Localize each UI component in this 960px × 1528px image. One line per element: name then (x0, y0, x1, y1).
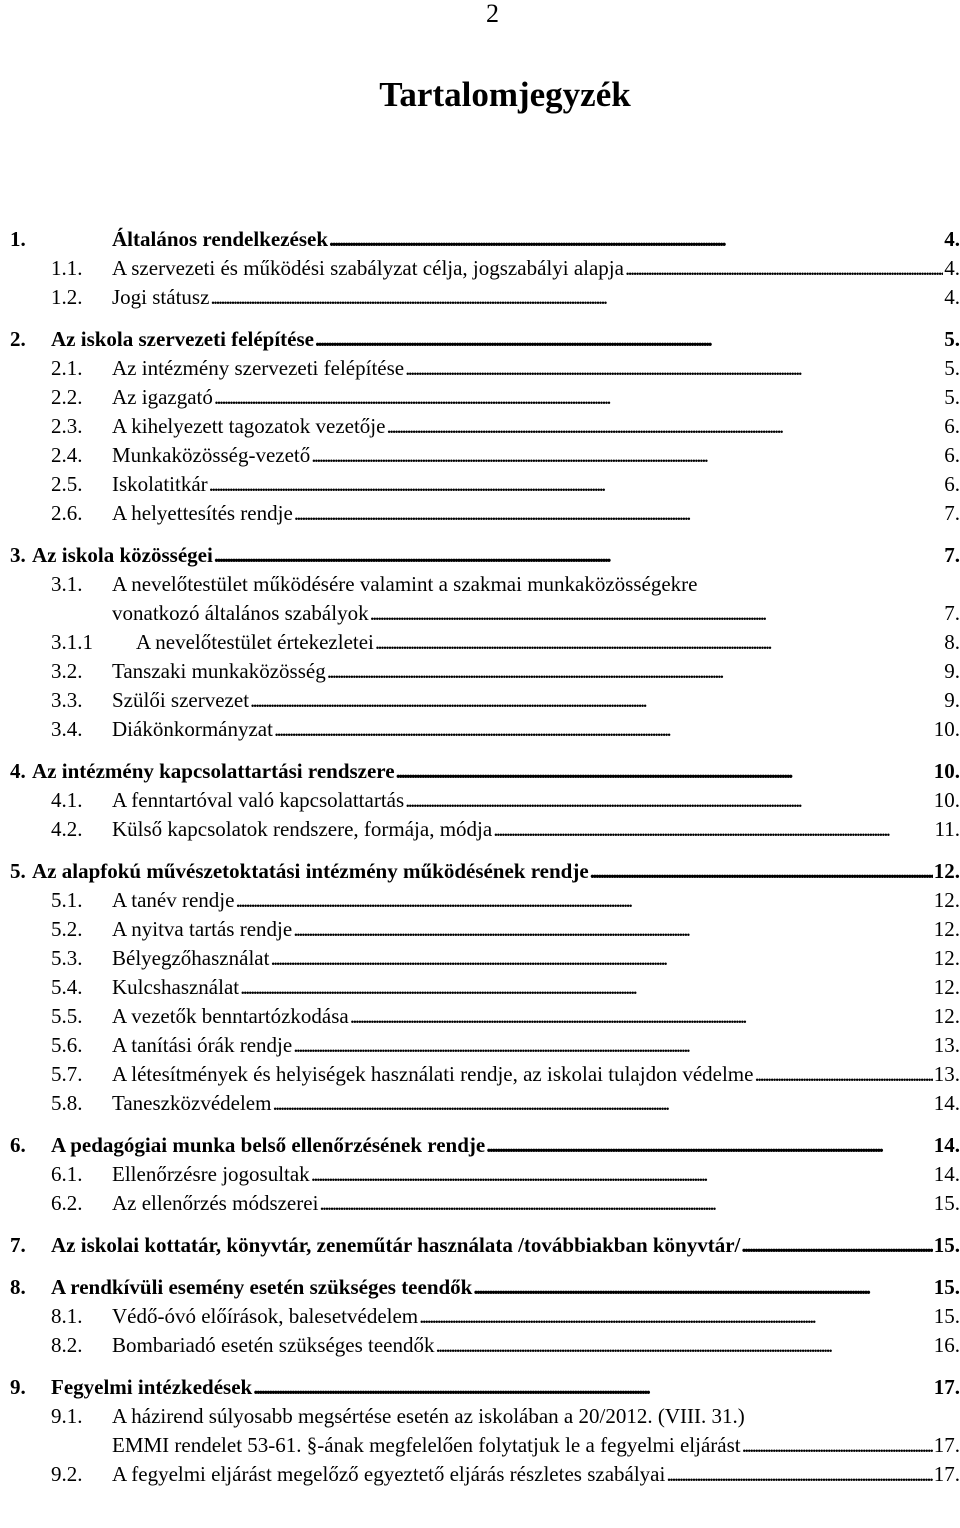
dot-leader (436, 1332, 933, 1358)
toc-entry[interactable] (0, 1274, 960, 1300)
toc-entry-number: 8.2. (51, 1333, 83, 1357)
toc-entry-page: 12. (933, 946, 960, 970)
toc-entry[interactable] (0, 500, 960, 526)
toc-entry[interactable] (0, 658, 960, 684)
toc-entry-number: 3.2. (51, 659, 83, 683)
dot-leader (270, 945, 932, 971)
toc-entry[interactable] (0, 629, 960, 655)
toc-entry-page: 17. (933, 1462, 960, 1486)
dot-leader (741, 1232, 932, 1258)
toc-entry-title: Bombariadó esetén szükséges teendők (112, 1333, 435, 1357)
toc-entry-title: Az intézmény kapcsolattartási rendszere (32, 759, 395, 783)
dot-leader (386, 413, 943, 439)
toc-entry[interactable] (0, 1190, 960, 1216)
toc-entry[interactable] (0, 1061, 960, 1087)
toc-entry[interactable] (0, 1303, 960, 1329)
dot-leader (329, 226, 943, 252)
toc-entry[interactable] (0, 226, 960, 252)
toc-entry-number: 9.1. (51, 1404, 83, 1428)
toc-entry-title: A nevelőtestület működésére valamint a szakmai munkaközösségekre (112, 572, 698, 596)
toc-entry-page: 8. (944, 630, 960, 654)
toc-entry[interactable] (0, 413, 960, 439)
toc-entry-number: 2.3. (51, 414, 83, 438)
toc-entry-number: 7. (10, 1233, 26, 1257)
toc-entry-number: 2.1. (51, 356, 83, 380)
toc-entry-page: 15. (933, 1275, 960, 1299)
toc-entry-page: 4. (944, 227, 960, 251)
toc-entry-page: 17. (933, 1433, 960, 1457)
toc-entry-page: 17. (933, 1375, 960, 1399)
toc-entry-title: A kihelyezett tagozatok vezetője (112, 414, 386, 438)
toc-entry[interactable] (0, 887, 960, 913)
toc-entry-page: 4. (944, 256, 960, 280)
toc-entry-page: 9. (944, 659, 960, 683)
dot-leader (590, 858, 933, 884)
toc-entry-number: 3.3. (51, 688, 83, 712)
toc-entry-page: 5. (944, 327, 960, 351)
toc-entry-number: 4.2. (51, 817, 83, 841)
toc-entry-number: 8.1. (51, 1304, 83, 1328)
dot-leader (315, 326, 943, 352)
toc-entry-page: 14. (933, 1162, 960, 1186)
toc-entry-page: 6. (944, 414, 960, 438)
toc-entry-number: 6.1. (51, 1162, 83, 1186)
toc-entry-number: 6.2. (51, 1191, 83, 1215)
page-number: 2 (486, 0, 499, 28)
toc-entry-title: Külső kapcsolatok rendszere, formája, módja (112, 817, 493, 841)
toc-entry[interactable] (0, 1404, 960, 1458)
toc-entry-page: 11. (934, 817, 960, 841)
toc-entry-page: 12. (933, 917, 960, 941)
toc-entry-number: 5.1. (51, 888, 83, 912)
toc-entry-number: 2.5. (51, 472, 83, 496)
toc-entry-number: 3.4. (51, 717, 83, 741)
toc-entry-page: 12. (933, 975, 960, 999)
toc-entry-title: A szervezeti és működési szabályzat célja, jogszabályi alapja (112, 256, 624, 280)
dot-leader (240, 974, 933, 1000)
toc-entry-page: 4. (944, 285, 960, 309)
toc-entry-number: 3.1. (51, 572, 83, 596)
dot-leader (311, 1161, 933, 1187)
toc-entry[interactable] (0, 945, 960, 971)
toc-entry-title: Védő-óvó előírások, balesetvédelem (112, 1304, 419, 1328)
toc-entry[interactable] (0, 1161, 960, 1187)
toc-entry-number: 5.8. (51, 1091, 83, 1115)
toc-entry-page: 12. (933, 859, 960, 883)
toc-entry-page: 6. (944, 443, 960, 467)
dot-leader (375, 629, 943, 655)
toc-entry[interactable] (0, 787, 960, 813)
toc-entry[interactable] (0, 442, 960, 468)
toc-entry-page: 10. (933, 759, 960, 783)
toc-entry-title: A nevelőtestület értekezletei (136, 630, 374, 654)
dot-leader (214, 542, 943, 568)
toc-entry-page: 16. (933, 1333, 960, 1357)
toc-entry[interactable] (0, 255, 960, 281)
dot-leader (210, 284, 943, 310)
toc-entry-number: 9.2. (51, 1462, 83, 1486)
toc-entry-title: Fegyelmi intézkedések (51, 1375, 253, 1399)
toc-entry-title: Szülői szervezet (112, 688, 250, 712)
toc-entry[interactable] (0, 284, 960, 310)
dot-leader (405, 787, 933, 813)
toc-entry-number: 5.2. (51, 917, 83, 941)
toc-entry-page: 5. (944, 356, 960, 380)
toc-entry-page: 6. (944, 472, 960, 496)
toc-entry-number: 5.6. (51, 1033, 83, 1057)
toc-entry[interactable] (0, 816, 960, 842)
toc-entry-number: 9. (10, 1375, 26, 1399)
toc-entry[interactable] (0, 355, 960, 381)
toc-entry-title: A fegyelmi eljárást megelőző egyeztető eljárás részletes szabályai (112, 1462, 666, 1486)
toc-entry-title: Az iskola szervezeti felépítése (51, 327, 314, 351)
toc-entry[interactable] (0, 542, 960, 568)
toc-entry[interactable] (0, 716, 960, 742)
toc-entry-page: 15. (933, 1191, 960, 1215)
toc-entry-title: Az ellenőrzés módszerei (112, 1191, 319, 1215)
toc-entry[interactable] (0, 1003, 960, 1029)
toc-entry-number: 5.7. (51, 1062, 83, 1086)
dot-leader (235, 887, 932, 913)
toc-entry-title: Taneszközvédelem (112, 1091, 272, 1115)
toc-entry-page: 15. (933, 1304, 960, 1328)
toc-entry-number: 4. (10, 759, 26, 783)
dot-leader (350, 1003, 933, 1029)
dot-leader (319, 1190, 932, 1216)
toc-entry-title: Az alapfokú művészetoktatási intézmény működésének rendje (32, 859, 589, 883)
dot-leader (272, 1090, 932, 1116)
toc-entry-title: A pedagógiai munka belső ellenőrzésének rendje (51, 1133, 486, 1157)
toc-entry-page: 7. (944, 543, 960, 567)
toc-entry[interactable] (0, 1461, 960, 1487)
dot-leader (209, 471, 944, 497)
dot-leader (405, 355, 943, 381)
toc-entry[interactable] (0, 758, 960, 784)
toc-entry-title: A tanítási órák rendje (112, 1033, 293, 1057)
toc-entry[interactable] (0, 572, 960, 626)
toc-entry[interactable] (0, 687, 960, 713)
dot-leader (311, 442, 943, 468)
toc-entry-title: A házirend súlyosabb megsértése esetén az iskolában a 20/2012. (VIII. 31.) (112, 1404, 745, 1428)
toc-entry-title: Az iskola közösségei (32, 543, 213, 567)
toc-entry-page: 7. (944, 601, 960, 625)
dot-leader (253, 1374, 933, 1400)
toc-entry-number: 2.6. (51, 501, 83, 525)
toc-entry-title: Kulcshasználat (112, 975, 240, 999)
toc-entry[interactable] (0, 1232, 960, 1258)
dot-leader (327, 658, 944, 684)
toc-entry[interactable] (0, 1132, 960, 1158)
toc-entry-number: 5. (10, 859, 26, 883)
toc-entry-page: 10. (933, 788, 960, 812)
toc-entry-number: 2. (10, 327, 26, 351)
toc-entry[interactable] (0, 974, 960, 1000)
toc-entry-title: Tanszaki munkaközösség (112, 659, 326, 683)
toc-entry[interactable] (0, 1332, 960, 1358)
toc-entry-title: Iskolatitkár (112, 472, 208, 496)
toc-entry-page: 12. (933, 888, 960, 912)
dot-leader (493, 816, 933, 842)
toc-entry-title: Általános rendelkezések (112, 227, 329, 251)
toc-entry-title: A nyitva tartás rendje (112, 917, 293, 941)
dot-leader (294, 500, 943, 526)
toc-entry-title: Az igazgató (112, 385, 213, 409)
toc-entry[interactable] (0, 1374, 960, 1400)
toc-entry-page: 15. (933, 1233, 960, 1257)
dot-leader (486, 1132, 933, 1158)
dot-leader (473, 1274, 932, 1300)
page-title: Tartalomjegyzék (379, 75, 631, 114)
toc-entry-number: 6. (10, 1133, 26, 1157)
toc-entry-number: 1. (10, 227, 26, 251)
dot-leader (666, 1461, 932, 1487)
toc-entry-page: 14. (933, 1133, 960, 1157)
toc-entry-number: 8. (10, 1275, 26, 1299)
dot-leader (293, 916, 933, 942)
toc-entry-title: A vezetők benntartózkodása (112, 1004, 349, 1028)
toc-entry-title-continuation: EMMI rendelet 53-61. §-ának megfelelően folytatjuk le a fegyelmi eljárást (112, 1433, 741, 1457)
toc-entry[interactable] (0, 858, 960, 884)
toc-entry-number: 3.1.1 (51, 630, 93, 654)
dot-leader (293, 1032, 933, 1058)
toc-entry-title: Bélyegzőhasználat (112, 946, 270, 970)
dot-leader (742, 1432, 933, 1458)
toc-entry-number: 5.5. (51, 1004, 83, 1028)
toc-entry[interactable] (0, 326, 960, 352)
toc-entry-page: 5. (944, 385, 960, 409)
dot-leader (396, 758, 933, 784)
toc-entry[interactable] (0, 1090, 960, 1116)
toc-entry-page: 9. (944, 688, 960, 712)
toc-entry-title: A tanév rendje (112, 888, 235, 912)
toc-entry[interactable] (0, 471, 960, 497)
toc-entry-number: 2.4. (51, 443, 83, 467)
toc-entry-page: 13. (933, 1033, 960, 1057)
toc-entry-title-continuation: vonatkozó általános szabályok (112, 601, 369, 625)
toc-entry-number: 1.2. (51, 285, 83, 309)
toc-entry-title: Munkaközösség-vezető (112, 443, 311, 467)
toc-entry[interactable] (0, 916, 960, 942)
toc-entry-title: Diákönkormányzat (112, 717, 273, 741)
toc-entry[interactable] (0, 1032, 960, 1058)
dot-leader (274, 716, 933, 742)
toc-entry-number: 5.3. (51, 946, 83, 970)
dot-leader (214, 384, 943, 410)
dot-leader (419, 1303, 933, 1329)
dot-leader (250, 687, 943, 713)
dot-leader (625, 255, 943, 281)
toc-entry-page: 10. (933, 717, 960, 741)
toc-entry[interactable] (0, 384, 960, 410)
toc-entry-number: 4.1. (51, 788, 83, 812)
toc-entry-title: A rendkívüli esemény esetén szükséges teendők (51, 1275, 473, 1299)
toc-entry-number: 3. (10, 543, 26, 567)
toc-entry-page: 7. (944, 501, 960, 525)
toc-entry-page: 12. (933, 1004, 960, 1028)
toc-entry-title: Ellenőrzésre jogosultak (112, 1162, 310, 1186)
toc-entry-page: 14. (933, 1091, 960, 1115)
toc-entry-title: A helyettesítés rendje (112, 501, 293, 525)
dot-leader (754, 1061, 932, 1087)
toc-entry-number: 5.4. (51, 975, 83, 999)
toc-entry-title: A fenntartóval való kapcsolattartás (112, 788, 405, 812)
dot-leader (370, 600, 944, 626)
toc-entry-title: A létesítmények és helyiségek használati rendje, az iskolai tulajdon védelme (112, 1062, 754, 1086)
toc-entry-number: 1.1. (51, 256, 83, 280)
toc-entry-page: 13. (933, 1062, 960, 1086)
toc-entry-title: Jogi státusz (112, 285, 210, 309)
toc-entry-title: Az intézmény szervezeti felépítése (112, 356, 405, 380)
toc-entry-number: 2.2. (51, 385, 83, 409)
toc-entry-title: Az iskolai kottatár, könyvtár, zeneműtár használata /továbbiakban könyvtár/ (51, 1233, 741, 1257)
